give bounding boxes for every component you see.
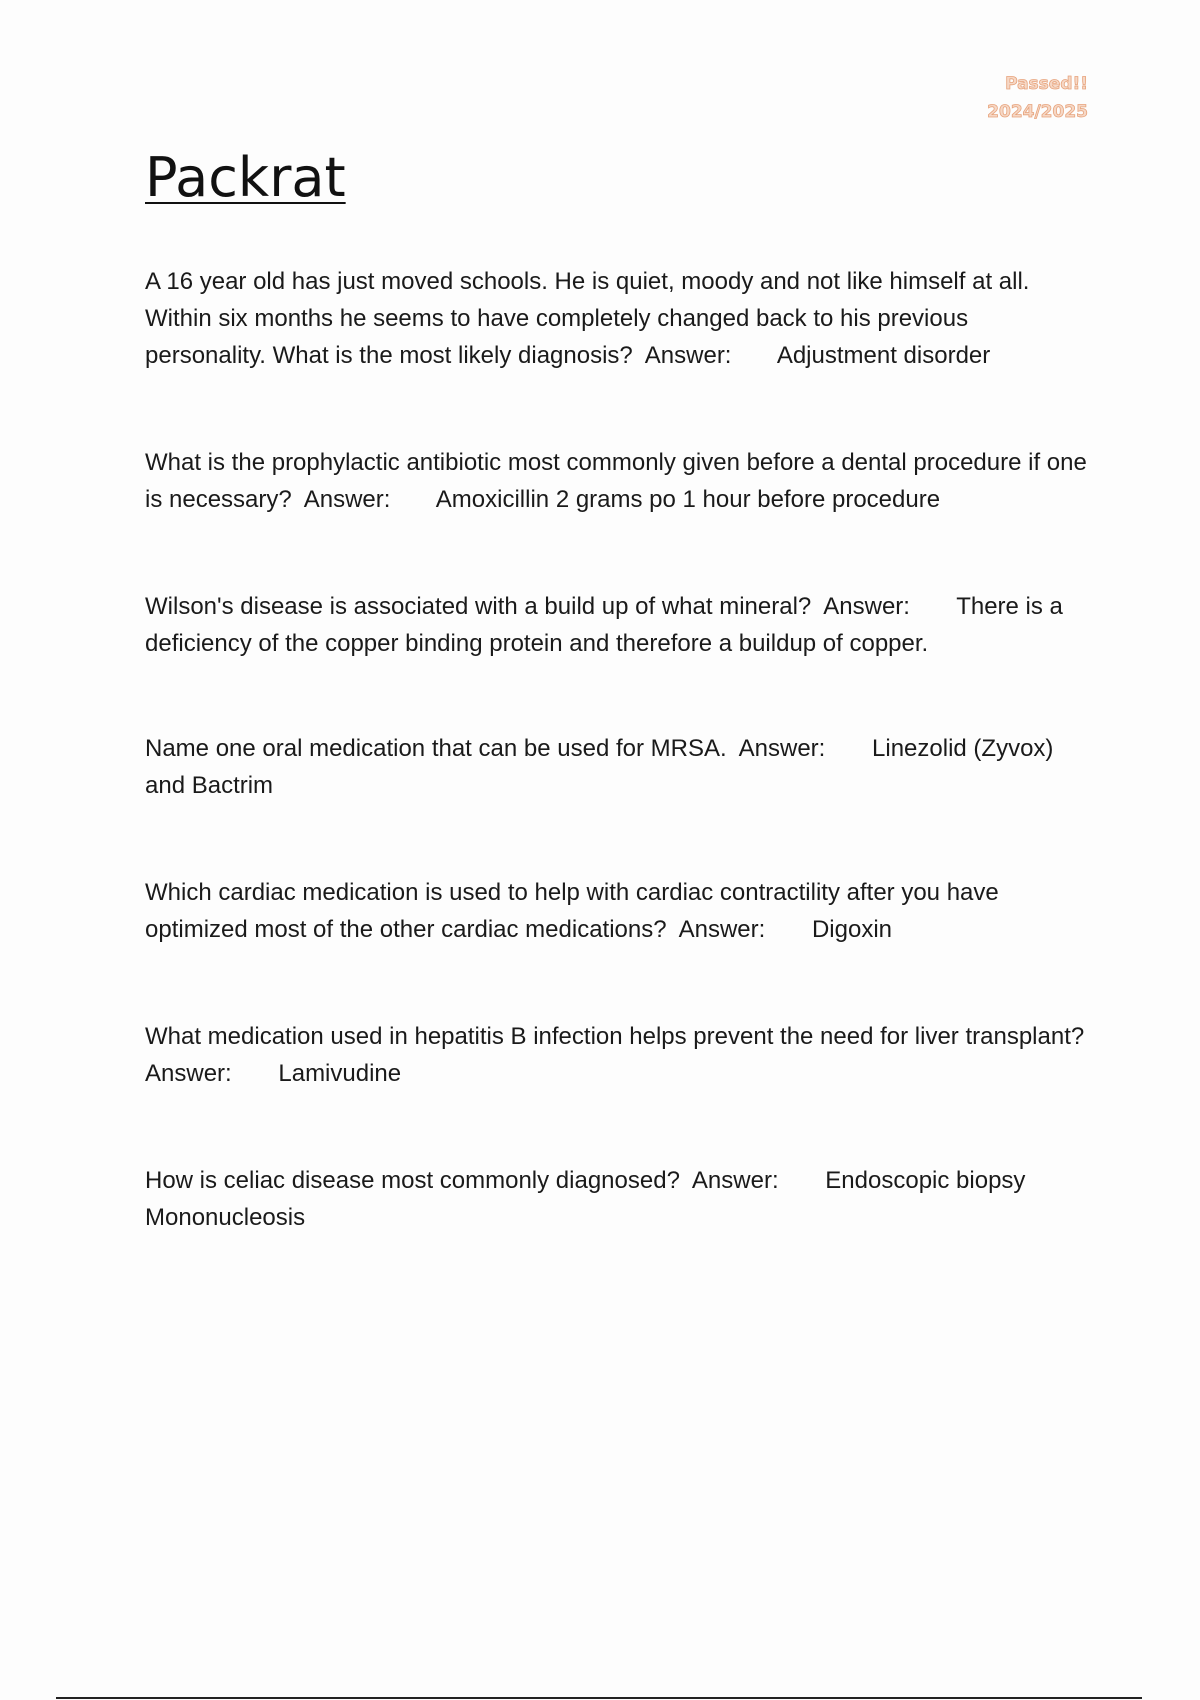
question-list	[145, 263, 1095, 1236]
page-bottom-divider	[56, 1697, 1142, 1699]
question-item-4: Name one oral medication that can be used for MRSA. Answer: Linezolid (Zyvox) and Bactrim	[145, 735, 1061, 799]
question-item-3: Wilson's disease is associated with a build up of what mineral? Answer: There is a deficiency of the copper binding protein and therefore a buildup of copper.	[145, 593, 1070, 657]
stamp-line-passed: Passed!!	[1005, 74, 1088, 94]
watermark-stamp	[987, 70, 1088, 126]
question-item-7: How is celiac disease most commonly diagnosed? Answer: Endoscopic biopsy Mononucleosis	[145, 1167, 1033, 1231]
question-item-2: What is the prophylactic antibiotic most commonly given before a dental procedure if one is necessary? Answer: Amoxicillin 2 grams po 1 hour before procedure	[145, 449, 1094, 513]
question-item-1: A 16 year old has just moved schools. He is quiet, moody and not like himself at all. Within six months he seems to have completely changed back to his previous personality. What is the most likely diagnosis? Answer: Adjustment disorder	[145, 268, 1037, 369]
question-item-6: What medication used in hepatitis B infection helps prevent the need for liver transplant? Answer: Lamivudine	[145, 1023, 1097, 1087]
page-title: Packrat	[145, 146, 346, 209]
question-item-5: Which cardiac medication is used to help with cardiac contractility after you have optimized most of the other cardiac medications? Answer: Digoxin	[145, 879, 1006, 943]
stamp-line-year: 2024/2025	[987, 102, 1088, 122]
